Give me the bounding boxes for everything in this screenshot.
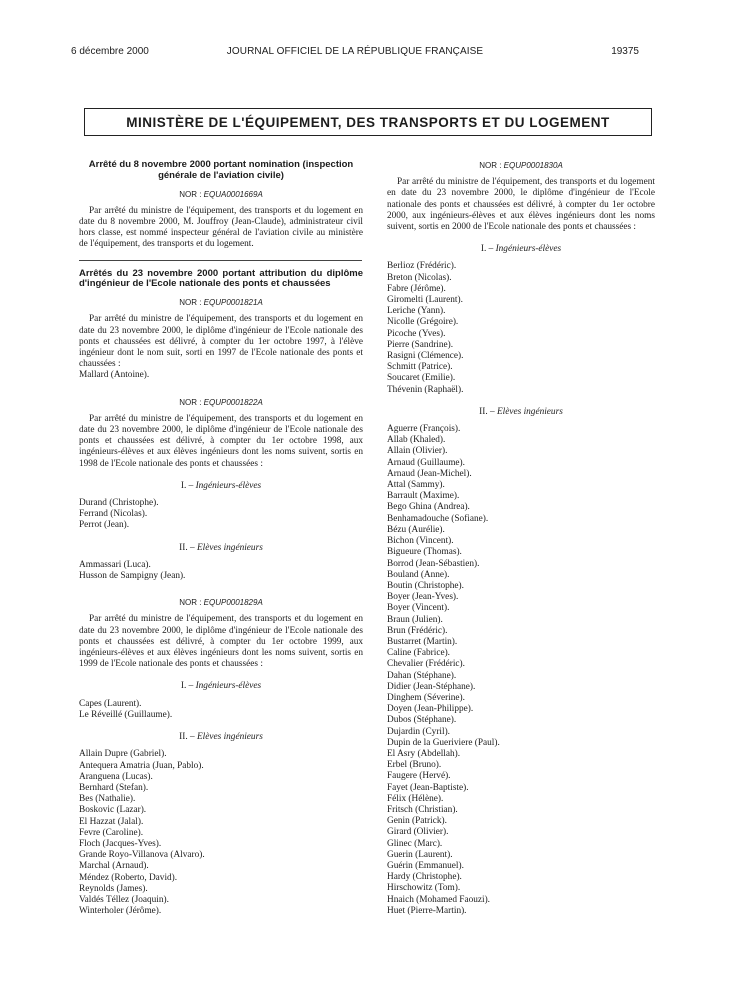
- list-item: Hirschowitz (Tom).: [387, 883, 461, 894]
- nor-reference: [387, 160, 655, 171]
- ministry-title-box: [84, 108, 652, 136]
- list-item: Erbel (Bruno).: [387, 760, 442, 771]
- list-item: Boskovic (Lazar).: [79, 805, 147, 816]
- list-item: Bes (Nathalie).: [79, 794, 136, 805]
- nor-code: EQUA0001669A: [203, 189, 263, 199]
- list-item: Barrault (Maxime).: [387, 491, 460, 502]
- list-item: Schmitt (Patrice).: [387, 362, 453, 373]
- list-item: Braun (Julien).: [387, 614, 443, 625]
- list-item: Dujardin (Cyril).: [387, 726, 450, 737]
- section-heading: II. – Elèves ingénieurs: [179, 732, 263, 743]
- list-item: Rasigni (Clémence).: [387, 351, 464, 362]
- list-item: Pierre (Sandrine).: [387, 339, 454, 350]
- list-item: Perrot (Jean).: [79, 520, 130, 531]
- list-item: Bigueure (Thomas).: [387, 547, 462, 558]
- list-item: Félix (Hélène).: [387, 793, 444, 804]
- list-item: Caline (Fabrice).: [387, 648, 450, 659]
- list-item: Arnaud (Jean-Michel).: [387, 468, 472, 479]
- list-item: Leriche (Yann).: [387, 306, 446, 317]
- list-item: Arnaud (Guillaume).: [387, 457, 465, 468]
- article-text: Par arrêté du ministre de l'équipement, des transports et du logement en date du 23 novembre 2000, le diplôme d'ingénieur de l'Ecole nationale des ponts et chaussées est délivré, à compter du 1er octobre 1998, aux ingénieurs-élèves et aux élèves ingénieurs dont les noms suivent, sortis en 1998 de l'Ecole nationale des ponts et chaussées :: [79, 413, 363, 469]
- name-list: [79, 699, 363, 721]
- name-list: [387, 261, 655, 395]
- list-item: Glinec (Marc).: [387, 838, 443, 849]
- left-column: [79, 160, 363, 917]
- nor-reference: [79, 397, 363, 408]
- header-date: 6 décembre 2000: [71, 46, 149, 57]
- right-column: [387, 160, 655, 917]
- list-item: Fevre (Caroline).: [79, 827, 144, 838]
- list-item: Bustarret (Martin).: [387, 636, 458, 647]
- list-item: Guérin (Emmanuel).: [387, 860, 464, 871]
- name-list: [387, 424, 655, 917]
- article-title: Arrêtés du 23 novembre 2000 portant attribution du diplôme d'ingénieur de l'Ecole nationale des ponts et chaussées: [79, 267, 363, 290]
- list-item: Bichon (Vincent).: [387, 536, 454, 547]
- list-item: Ammassari (Luca).: [79, 559, 151, 570]
- list-item: Marchal (Arnaud).: [79, 861, 149, 872]
- page-header: [71, 46, 639, 57]
- nor-prefix: NOR :: [179, 598, 204, 608]
- list-item: Genin (Patrick).: [387, 816, 447, 827]
- list-item: Chevalier (Frédéric).: [387, 659, 465, 670]
- list-item: Aguerre (François).: [387, 424, 461, 435]
- list-item: Breton (Nicolas).: [387, 272, 452, 283]
- list-item: Huet (Pierre-Martin).: [387, 905, 467, 916]
- list-item: Reynolds (James).: [79, 883, 148, 894]
- list-item: Doyen (Jean-Philippe).: [387, 704, 474, 715]
- list-item: Aranguena (Lucas).: [79, 771, 153, 782]
- nor-code: EQUP0001829A: [203, 598, 263, 608]
- list-item: Mallard (Antoine).: [79, 370, 150, 381]
- list-item: Soucaret (Emilie).: [387, 373, 456, 384]
- list-item: Allab (Khaled).: [387, 435, 446, 446]
- article-text: Par arrêté du ministre de l'équipement, des transports et du logement en date du 23 novembre 2000, le diplôme d'ingénieur de l'Ecole nationale des ponts et chaussées est délivré, à compter du 1er octobre 2000, aux ingénieurs-élèves et aux élèves ingénieurs dont les noms suivent, sortis en 2000 de l'Ecole nationale des ponts et chaussées :: [387, 177, 655, 233]
- list-item: Brun (Frédéric).: [387, 625, 448, 636]
- list-item: Husson de Sampigny (Jean).: [79, 571, 186, 582]
- name-list: [79, 749, 363, 917]
- list-item: Didier (Jean-Stéphane).: [387, 681, 476, 692]
- list-item: Dahan (Stéphane).: [387, 670, 457, 681]
- nor-prefix: NOR :: [179, 298, 204, 308]
- list-item: Dinghem (Séverine).: [387, 692, 465, 703]
- list-item: Girard (Olivier).: [387, 827, 449, 838]
- list-item: Antequera Amatria (Juan, Pablo).: [79, 760, 204, 771]
- list-item: Attal (Sammy).: [387, 480, 445, 491]
- list-item: Giromelti (Laurent).: [387, 295, 463, 306]
- nor-prefix: NOR :: [179, 189, 204, 199]
- ministry-title: MINISTÈRE DE L'ÉQUIPEMENT, DES TRANSPORTS ET DU LOGEMENT: [126, 114, 610, 130]
- list-item: Berlioz (Frédéric).: [387, 261, 457, 272]
- nor-reference: [79, 189, 363, 200]
- article-text: Par arrêté du ministre de l'équipement, des transports et du logement en date du 23 novembre 2000, le diplôme d'ingénieur de l'Ecole nationale des ponts et chaussées est délivré, à compter du 1er octobre 1999, aux ingénieurs-élèves et aux élèves ingénieurs dont les noms suivent, sortis en 1999 de l'Ecole nationale des ponts et chaussées :: [79, 614, 363, 670]
- list-item: Bouland (Anne).: [387, 569, 450, 580]
- list-item: Grande Royo-Villanova (Alvaro).: [79, 850, 205, 861]
- list-item: Winterholer (Jérôme).: [79, 906, 162, 917]
- nor-code: EQUP0001830A: [503, 161, 563, 170]
- list-item: Dupin de la Gueriviere (Paul).: [387, 737, 500, 748]
- section-divider: [79, 260, 362, 261]
- list-item: Guerin (Laurent).: [387, 849, 453, 860]
- list-item: Valdés Téllez (Joaquin).: [79, 894, 169, 905]
- section-heading: I. – Ingénieurs-élèves: [180, 681, 262, 692]
- list-item: Hardy (Christophe).: [387, 872, 462, 883]
- list-item: Durand (Christophe).: [79, 498, 159, 509]
- section-heading: I. – Ingénieurs-élèves: [480, 244, 562, 255]
- list-item: Benhamadouche (Sofiane).: [387, 513, 489, 524]
- nor-prefix: NOR :: [479, 161, 504, 170]
- header-journal-title: JOURNAL OFFICIEL DE LA RÉPUBLIQUE FRANÇAISE: [226, 46, 484, 57]
- section-heading: II. – Elèves ingénieurs: [179, 542, 263, 553]
- list-item: Allain (Olivier).: [387, 446, 448, 457]
- list-item: El Hazzat (Jalal).: [79, 816, 144, 827]
- name-list: [79, 498, 363, 532]
- list-item: Capes (Laurent).: [79, 698, 142, 709]
- article-text: Par arrêté du ministre de l'équipement, des transports et du logement en date du 23 novembre 2000, le diplôme d'ingénieur de l'Ecole nationale des ponts et chaussées est délivré, à compter du 1er octobre 1997, à l'élève ingénieur dont le nom suit, sorti en 1997 de l'Ecole nationale des ponts et chaussées :: [79, 314, 363, 370]
- name-list: [79, 560, 363, 582]
- list-item: Hnaich (Mohamed Faouzi).: [387, 894, 491, 905]
- nor-code: EQUP0001821A: [203, 298, 263, 308]
- list-item: Thévenin (Raphaël).: [387, 384, 464, 395]
- list-item: Allain Dupre (Gabriel).: [79, 749, 167, 760]
- list-item: Boutin (Christophe).: [387, 580, 464, 591]
- article-title: Arrêté du 8 novembre 2000 portant nomination (inspection générale de l'aviation civile): [88, 159, 354, 181]
- section-heading: II. – Elèves ingénieurs: [479, 406, 563, 417]
- list-item: Boyer (Jean-Yves).: [387, 592, 459, 603]
- list-item: Picoche (Yves).: [387, 328, 446, 339]
- list-item: Ferrand (Nicolas).: [79, 509, 148, 520]
- nor-prefix: NOR :: [179, 397, 204, 407]
- nor-reference: [79, 597, 363, 608]
- list-item: Bernhard (Stefan).: [79, 782, 149, 793]
- list-item: Borrod (Jean-Sébastien).: [387, 558, 480, 569]
- list-item: Fritsch (Christian).: [387, 804, 458, 815]
- nor-reference: [79, 297, 363, 308]
- nor-code: EQUP0001822A: [203, 397, 263, 407]
- section-heading: I. – Ingénieurs-élèves: [180, 480, 262, 491]
- list-item: Fayet (Jean-Baptiste).: [387, 782, 469, 793]
- list-item: Faugere (Hervé).: [387, 771, 451, 782]
- list-item: Le Réveillé (Guillaume).: [79, 709, 173, 720]
- header-page-number: 19375: [611, 46, 639, 57]
- article-text: Par arrêté du ministre de l'équipement, des transports et du logement en date du 8 novembre 2000, M. Jouffroy (Jean-Claude), administrateur civil hors classe, est nommé inspecteur général de l'aviation civile au ministère de l'équipement, des transports et du logement.: [79, 205, 363, 250]
- list-item: Méndez (Roberto, David).: [79, 872, 178, 883]
- list-item: Boyer (Vincent).: [387, 603, 450, 614]
- list-item: Bézu (Aurélie).: [387, 524, 445, 535]
- list-item: Nicolle (Grégoire).: [387, 317, 459, 328]
- list-item: Dubos (Stéphane).: [387, 715, 457, 726]
- list-item: Floch (Jacques-Yves).: [79, 838, 162, 849]
- list-item: Fabre (Jérôme).: [387, 283, 446, 294]
- list-item: Bego Ghina (Andrea).: [387, 502, 470, 513]
- list-item: El Asry (Abdellah).: [387, 748, 461, 759]
